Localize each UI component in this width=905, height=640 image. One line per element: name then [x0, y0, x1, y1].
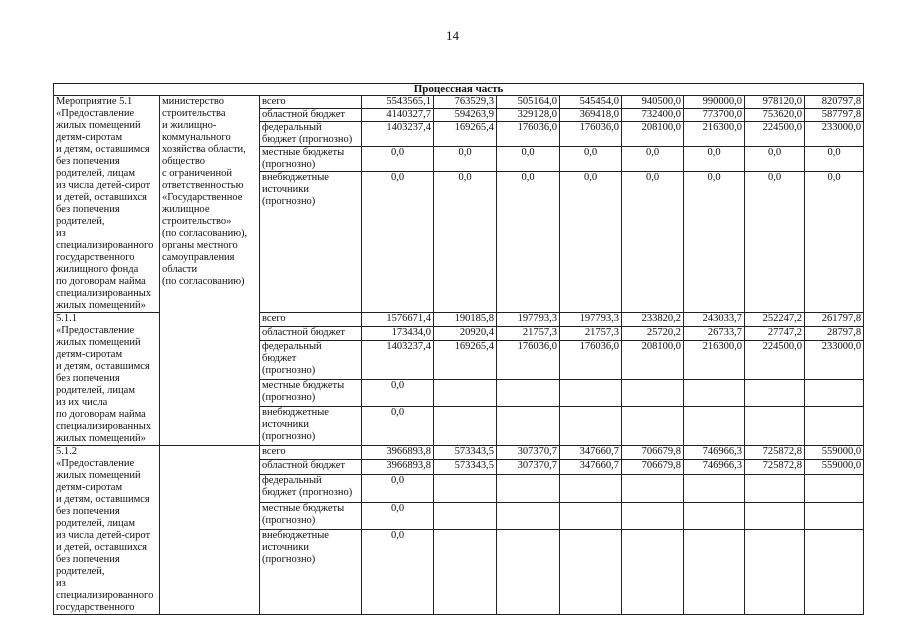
value-cell: 252247,2 — [745, 313, 805, 327]
value-cell: 21757,3 — [497, 326, 560, 340]
table-row — [54, 96, 864, 109]
value-cell — [622, 474, 684, 502]
value-cell: 573343,5 — [434, 460, 497, 474]
executor-cell-empty — [160, 446, 260, 615]
value-cell — [497, 530, 560, 615]
value-cell: 725872,8 — [745, 446, 805, 460]
source-label: внебюджетные источники (прогнозно) — [260, 172, 362, 313]
value-cell: 0,0 — [745, 172, 805, 313]
value-cell: 0,0 — [805, 172, 864, 313]
value-cell: 773700,0 — [684, 109, 745, 122]
value-cell — [745, 380, 805, 407]
value-cell — [684, 530, 745, 615]
source-label: всего — [260, 96, 362, 109]
value-cell: 0,0 — [434, 147, 497, 172]
value-cell — [805, 380, 864, 407]
value-cell — [622, 530, 684, 615]
source-label: внебюджетные источники (прогнозно) — [260, 530, 362, 615]
table-row — [54, 446, 864, 460]
value-cell — [805, 502, 864, 530]
value-cell: 0,0 — [362, 502, 434, 530]
value-cell: 753620,0 — [745, 109, 805, 122]
value-cell: 28797,8 — [805, 326, 864, 340]
value-cell: 0,0 — [434, 172, 497, 313]
value-cell: 0,0 — [560, 147, 622, 172]
source-label: областной бюджет — [260, 109, 362, 122]
value-cell: 329128,0 — [497, 109, 560, 122]
value-cell: 197793,3 — [560, 313, 622, 327]
value-cell: 176036,0 — [497, 340, 560, 379]
value-cell: 706679,8 — [622, 460, 684, 474]
value-cell: 0,0 — [684, 172, 745, 313]
executor-cell: министерство строительства и жилищно- коммунального хозяйства области, общество с ограниченной ответственностью «Государственное жилищное строительство» (по согласованию), органы местного самоуправления области (по согласованию) — [160, 96, 260, 446]
value-cell: 0,0 — [362, 380, 434, 407]
value-cell: 25720,2 — [622, 326, 684, 340]
source-label: областной бюджет — [260, 460, 362, 474]
value-cell: 0,0 — [362, 474, 434, 502]
value-cell: 763529,3 — [434, 96, 497, 109]
value-cell: 0,0 — [745, 147, 805, 172]
value-cell — [745, 502, 805, 530]
value-cell — [684, 502, 745, 530]
value-cell — [497, 474, 560, 502]
source-label: местные бюджеты (прогнозно) — [260, 380, 362, 407]
value-cell: 243033,7 — [684, 313, 745, 327]
value-cell: 3966893,8 — [362, 460, 434, 474]
value-cell: 208100,0 — [622, 122, 684, 147]
value-cell: 176036,0 — [560, 340, 622, 379]
value-cell: 224500,0 — [745, 122, 805, 147]
value-cell: 176036,0 — [560, 122, 622, 147]
value-cell — [497, 406, 560, 445]
value-cell: 5543565,1 — [362, 96, 434, 109]
value-cell: 746966,3 — [684, 446, 745, 460]
value-cell: 4140327,7 — [362, 109, 434, 122]
value-cell: 169265,4 — [434, 122, 497, 147]
value-cell: 0,0 — [805, 147, 864, 172]
value-cell — [622, 502, 684, 530]
value-cell: 978120,0 — [745, 96, 805, 109]
value-cell — [434, 474, 497, 502]
value-cell — [622, 380, 684, 407]
value-cell: 1403237,4 — [362, 340, 434, 379]
value-cell: 1403237,4 — [362, 122, 434, 147]
value-cell: 20920,4 — [434, 326, 497, 340]
source-label: областной бюджет — [260, 326, 362, 340]
value-cell: 173434,0 — [362, 326, 434, 340]
measure-name-5-1-1: 5.1.1 «Предоставление жилых помещений детям-сиротам и детям, оставшимся без попечения родителей, лицам из их числа по договорам найма специализированных жилых помещений» — [54, 313, 160, 446]
source-label: местные бюджеты (прогнозно) — [260, 502, 362, 530]
value-cell: 0,0 — [560, 172, 622, 313]
value-cell: 233820,2 — [622, 313, 684, 327]
value-cell: 3966893,8 — [362, 446, 434, 460]
value-cell: 0,0 — [362, 147, 434, 172]
value-cell: 732400,0 — [622, 109, 684, 122]
value-cell: 940500,0 — [622, 96, 684, 109]
value-cell: 1576671,4 — [362, 313, 434, 327]
value-cell: 746966,3 — [684, 460, 745, 474]
section-header-row — [54, 84, 864, 96]
value-cell: 21757,3 — [560, 326, 622, 340]
value-cell: 261797,8 — [805, 313, 864, 327]
value-cell — [434, 380, 497, 407]
value-cell: 233000,0 — [805, 340, 864, 379]
value-cell: 347660,7 — [560, 446, 622, 460]
value-cell: 27747,2 — [745, 326, 805, 340]
page-number: 14 — [446, 28, 459, 43]
value-cell — [560, 474, 622, 502]
value-cell: 26733,7 — [684, 326, 745, 340]
value-cell: 369418,0 — [560, 109, 622, 122]
value-cell: 706679,8 — [622, 446, 684, 460]
value-cell: 725872,8 — [745, 460, 805, 474]
value-cell: 208100,0 — [622, 340, 684, 379]
source-label: местные бюджеты (прогнозно) — [260, 147, 362, 172]
value-cell: 233000,0 — [805, 122, 864, 147]
source-label: федеральный бюджет (прогнозно) — [260, 474, 362, 502]
value-cell — [497, 502, 560, 530]
value-cell — [434, 406, 497, 445]
value-cell — [434, 530, 497, 615]
value-cell — [684, 380, 745, 407]
section-title: Процессная часть — [54, 84, 864, 96]
value-cell: 0,0 — [684, 147, 745, 172]
source-label: всего — [260, 446, 362, 460]
value-cell: 990000,0 — [684, 96, 745, 109]
value-cell — [434, 502, 497, 530]
value-cell: 0,0 — [497, 147, 560, 172]
source-label: всего — [260, 313, 362, 327]
value-cell — [805, 474, 864, 502]
value-cell: 505164,0 — [497, 96, 560, 109]
value-cell: 0,0 — [497, 172, 560, 313]
source-label: внебюджетные источники (прогнозно) — [260, 406, 362, 445]
value-cell — [497, 380, 560, 407]
value-cell — [560, 530, 622, 615]
value-cell: 224500,0 — [745, 340, 805, 379]
value-cell: 169265,4 — [434, 340, 497, 379]
value-cell: 545454,0 — [560, 96, 622, 109]
value-cell — [622, 406, 684, 445]
value-cell: 559000,0 — [805, 446, 864, 460]
value-cell — [745, 474, 805, 502]
value-cell: 0,0 — [622, 147, 684, 172]
source-label: федеральный бюджет (прогнозно) — [260, 340, 362, 379]
process-table — [53, 83, 864, 615]
value-cell: 594263,9 — [434, 109, 497, 122]
value-cell — [745, 530, 805, 615]
value-cell: 820797,8 — [805, 96, 864, 109]
value-cell — [684, 406, 745, 445]
value-cell: 0,0 — [362, 406, 434, 445]
value-cell — [805, 530, 864, 615]
value-cell: 573343,5 — [434, 446, 497, 460]
measure-name-5-1-2: 5.1.2 «Предоставление жилых помещений детям-сиротам и детям, оставшимся без попечения родителей, лицам из числа детей-сирот и детей, оставшихся без попечения родителей, из специализированного государственного — [54, 446, 160, 615]
source-label: федеральный бюджет (прогнозно) — [260, 122, 362, 147]
value-cell: 216300,0 — [684, 122, 745, 147]
value-cell: 0,0 — [362, 530, 434, 615]
value-cell — [560, 380, 622, 407]
measure-name-5-1: Мероприятие 5.1 «Предоставление жилых помещений детям-сиротам и детям, оставшимся без попечения родителей, лицам из числа детей-сирот и детей, оставшихся без попечения родителей, из специализированного государственного жилищного фонда по договорам найма специализированных жилых помещений» — [54, 96, 160, 313]
value-cell: 197793,3 — [497, 313, 560, 327]
value-cell: 0,0 — [362, 172, 434, 313]
value-cell — [560, 502, 622, 530]
value-cell: 190185,8 — [434, 313, 497, 327]
value-cell: 0,0 — [622, 172, 684, 313]
value-cell — [684, 474, 745, 502]
value-cell — [745, 406, 805, 445]
value-cell: 216300,0 — [684, 340, 745, 379]
value-cell — [805, 406, 864, 445]
value-cell: 176036,0 — [497, 122, 560, 147]
value-cell: 347660,7 — [560, 460, 622, 474]
value-cell: 307370,7 — [497, 446, 560, 460]
value-cell: 559000,0 — [805, 460, 864, 474]
value-cell — [560, 406, 622, 445]
value-cell: 587797,8 — [805, 109, 864, 122]
value-cell: 307370,7 — [497, 460, 560, 474]
